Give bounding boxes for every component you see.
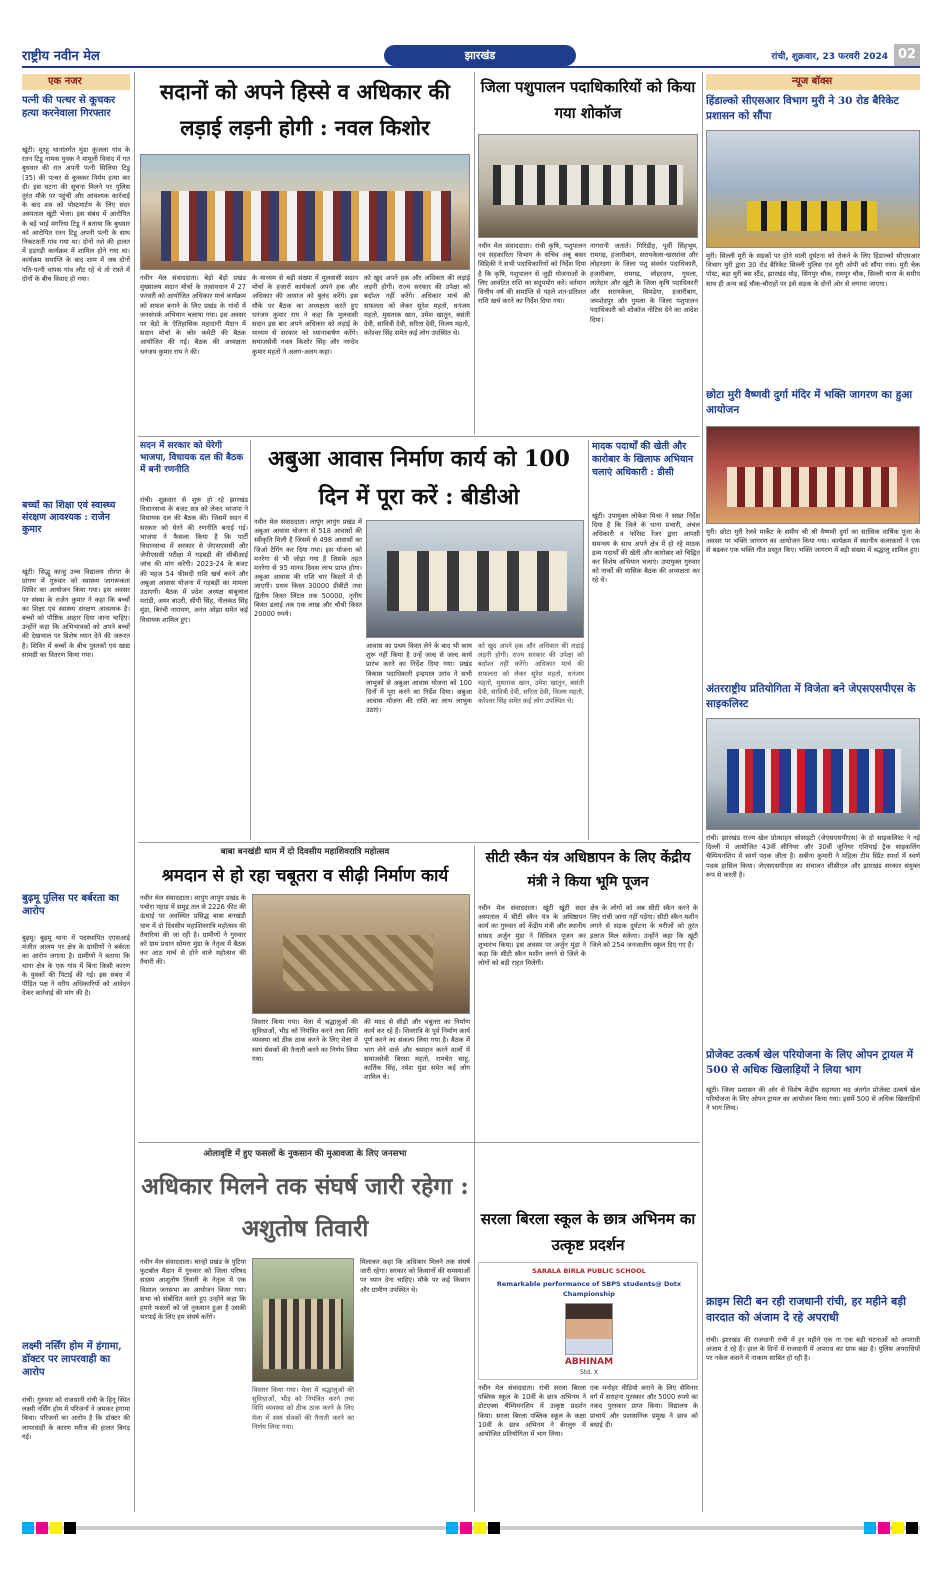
bjp-text: रांची। शुक्रवार से शुरू हो रहे झारखंड विधानसभा के बजट सत्र को लेकर भाजपा ने विधायक दल की बैठक की। जिसमें सदन में सरकार को घेरने की रणनीति बनाई गई। भाजपा ने फैसला किया है कि पार्टी विधानसभा में सरकार से जेएसएससी और जेपीएससी परीक्षा में गड़बड़ी की सीबीआई जांच की मांग करेगी। 2023-24 के बजट की महज 54 फीसदी राशि खर्च करने और अबुआ आवास योजना में गड़बड़ी का मामला उठाएगी। बैठक में प्रदेश अध्यक्ष बाबूलाल मरांडी, अमर बाउरी, सीपी सिंह, नीलकंठ सिंह मुंडा, बिरंची नारायण, अनंत ओझा समेत कई विधायक शामिल हुए।: [140, 496, 248, 624]
masthead: [22, 44, 920, 68]
article-2-col-2: नागरानी जताते। गिरिडीह, पूर्वी सिंहभूम, रामगढ़, हजारीबाग, सरायकेला-खरसांवा और लोहरदगा के जिला पशु संवर्धन पदाधिकारी, हजारीबाग, रामगढ़, लोहरदगा, गुमला, लातेहार और खूंटी के जिला कृषि पदाधिकारी और सरायकेला, सिमडेगा, हजारीबाग, जमशेदपुर और गुमला के जिला पशुपालन पदाधिकारी को शोकॉज नोटिस देने का आदेश दिया।: [590, 242, 698, 324]
section-tag-news-box: न्यूज बॉक्स: [706, 74, 920, 90]
article-4-kicker: बाबा बनखंडी धाम में दो दिवसीय महाशिवरात्रि महोत्सव: [220, 847, 390, 857]
crowd-figures: [263, 1299, 343, 1369]
article-3-headline: अबुआ आवास निर्माण कार्य को 100 दिन में पूरा करें : बीडीओ: [268, 446, 570, 510]
drug-text: खूंटी। उपायुक्त लोकेश मिश्रा ने सख्त निर्देश दिया है कि जिले के थाना प्रभारी, अंचल अधिकारी व फॉरेस्ट रेंजर द्वारा आपसी समन्वय के साथ अपने क्षेत्र में हो रहे मादक द्रव्य पदार्थों की खेती और कारोबार को चिह्नित कर विशेष अभियान चलाएं। उपायुक्त गुरुवार को नार्को की मासिक बैठक की अध्यक्षता कर रहे थे।: [592, 512, 700, 585]
right-text-2: मुरी। छोटा मुरी रेलवे मार्केट के समीप श्री श्री वैष्णवी दुर्गा का सात्विक वार्षिक पूजा के अवसर पर भक्ति जागरण का आयोजन किया गया। कार्यक्रम में स्थानीय कलाकारों ने एक से बढ़कर एक भक्ति गीत प्रस्तुत किए। भक्ति जागरण में बड़ी संख्या में श्रद्धालु शामिल हुए।: [706, 528, 920, 555]
article-3-col-2b: को खुद अपने हक और अधिकार की लड़ाई लड़नी होगी। राज्य सरकार की उपेक्षा को बर्दाश्त नहीं करेंगे। अधिकार मार्च की सफलता को लेकर सुरेश महतो, धनंजय महतो, मुसताक खान, उमेश खातून, बसंती देवी, सावित्री देवी, सरिता देवी, विजय महतो, करेश्वर सिंह समेत कई लोग उपस्थित थे।: [478, 642, 584, 706]
brief-headline-2: बच्चों का शिक्षा एवं स्वास्थ्य संरक्षण आवश्यक : राजेन कुमार: [22, 500, 116, 535]
article-6-headline: अधिकार मिलने तक संघर्ष जारी रहेगा : अशुतोष तिवारी: [141, 1173, 469, 1242]
right-headline-3: अंतरराष्ट्रीय प्रतियोगिता में विजेता बने जेएसएसपीएस के साइकलिस्ट: [706, 683, 916, 710]
article-6-col-2: मिलाकर कहा कि अधिकार मिलने तक संघर्ष जारी रहेगा। सरकार को किसानों की समस्याओं पर ध्यान देना चाहिए। मौके पर कई किसान और ग्रामीण उपस्थित थे।: [360, 1258, 470, 1294]
article-4-col-1: नवीन मेल संवाददाता। लापुंग लापुंग प्रखंड के पचोरा पहाड़ में समुद्र तल से 2226 फीट की ऊंचाई पर अवस्थित प्रसिद्ध बाबा बनखंडी धाम में दो दिवसीय महाशिवरात्रि महोत्सव की तैयारियां की जा रही है। ग्रामीणों ने गुरुवार को ग्राम प्रधान सोमरा मुंडा के नेतृत्व में बैठक कर आठ मार्च से होने वाले महोत्सव की तैयारी की।: [140, 894, 246, 967]
right-headline-4: प्रोजेक्ट उत्कर्ष खेल परियोजना के लिए ओपन ट्रायल में 500 से अधिक खिलाड़ियों ने लिया भाग: [706, 1049, 914, 1076]
meeting-table: [493, 165, 683, 205]
article-1-headline: सदानों को अपने हिस्से व अधिकार की लड़ाई लड़नी होगी : नवल किशोर: [160, 79, 450, 140]
student-photo: [565, 1303, 613, 1355]
article-2-col-1: नवीन मेल संवाददाता। रांची कृषि, पशुपालन एवं सहकारिता विभाग के सचिव अबू बकर सिद्दिकी ने सभी पदाधिकारियों को निर्देश दिया है कि कृषि, पशुपालन से जुड़ी योजनाओं के लिए आवंटित राशि का सदुपयोग करें। वर्तमान वित्तीय वर्ष की समाप्ति से पहले शत-प्रतिशत राशि खर्च करने का निर्देश दिया गया।: [478, 242, 586, 306]
construction-photo: [252, 894, 470, 1014]
article-7-headline: सरला बिरला स्कूल के छात्र अभिनम का उत्कृष्ट प्रदर्शन: [480, 1210, 696, 1254]
article-5-headline: सीटी स्कैन यंत्र अधिष्ठापन के लिए केंद्रीय मंत्री ने किया भूमि पूजन: [485, 850, 691, 890]
brief-headline-4: लक्ष्मी नर्सिंग होम में हंगामा, डॉक्टर पर लापरवाही का आरोप: [22, 1341, 122, 1378]
section-name: झारखंड: [384, 45, 576, 66]
article-4-headline: श्रमदान से हो रहा चबूतरा व सीढ़ी निर्माण कार्य: [161, 866, 449, 886]
right-text-1: मुरी। सिल्ली मुरी के सड़कों पर होने वाली दुर्घटना को रोकने के लिए हिंडाल्को सीएसआर विभाग मुरी द्वारा 30 रोड बैरिकेट सिल्ली पुलिस एवं मुरी ओपी को सौंपा गया। मुरी चेक पोस्ट, बड़ा मुरी बस स्टैंड, झारखंड मोड़, सिंगपुर चौक, रामपुर चौक, सिल्ली थाना के समीप साथ ही अन्य कई चौक-चौराहों पर इसे सड़क के दोनों ओर से लगाया जाएगा।: [706, 252, 920, 288]
meeting-photo: [478, 134, 698, 238]
article-3-col-1: नवीन मेल संवाददाता। लापुंग लापुंग प्रखंड में अबुआ आवास योजना से 518 आवासों की स्वीकृति मिली है जिसमें से 498 आवासों का जिओ टैगिंग कर दिया गया। इस योजना को मनरेगा से भी जोड़ा गया है जिसके तहत मनरेगा से 95 मानव दिवस लाभ प्राप्त होगा। अबुआ आवास की राशि चार किस्तों में दी जाएगी। प्रथम किस्त 30000 डीबीटी तथा द्वितीय किस्त लिंटल तक 50000, तृतीय किस्त ढलाई तक एक लाख और चौथी किस्त 20000 रुपये।: [254, 518, 362, 619]
brief-text-4: रांची। गुरुवार को राजधानी रांची के हिनू स्थित लक्ष्मी नर्सिंग होम में परिजनों ने जमकर हंगामा किया। परिजनों का आरोप है कि डॉक्टर की लापरवाही के कारण मरीज की हालत बिगड़ गई।: [22, 1396, 130, 1441]
crowd-figures: [161, 191, 451, 261]
jagran-photo: [706, 426, 920, 524]
sadan-morcha-photo: [140, 154, 470, 270]
poster-title: Remarkable performance of SBPS students@ Dotx Championship: [496, 1280, 682, 1298]
article-7-col-2: एक मनोहर वीडियो बनाने के लिए सेमिनार वर्ग में सराहना पुरस्कार और 5000 रुपये का नकद पुरस्कार प्राप्त किया। विद्यालय के प्राचार्य और प्रशासनिक प्रमुख ने छात्र को बधाई दी।: [590, 1384, 698, 1429]
article-4-col-2: विस्तार किया गया। मेला में श्रद्धालुओं की सुविधाओं, भीड़ को नियंत्रित करने तथा विधि व्यवस्था को ठीक ठाक करने के लिए मेला में स्वयं सेवकों की तैनाती करने का निर्णय लिया गया।: [252, 1018, 358, 1063]
paper-name: राष्ट्रीय नवीन मेल: [22, 49, 100, 64]
brief-text-1: खूंटी। मुरहू थानांतर्गत मुंडा कूंजला गांव के रतन टिडू नामक युवक ने मामूली विवाद में गत बुधवार की रात अपनी पत्नी सिलिया टिडू (35) की पत्थर से कूचकर निर्मम हत्या कर दी। इस घटना की सूचना मिलने पर पुलिस तुरंत मौके पर पहुंची और आवश्यक कार्रवाई के बाद शव को पोस्टमार्टम के लिए सदर अस्पताल खूंटी भेजा। इस संबंध में आरोपित के बड़े भाई मंगरिया टिडू ने बताया कि बुधवार को आरोपित रतन टिडू अपनी पत्नी के साथ निकटवर्ती गांव गया था। दोनों नशे की हालत में हड़गड़ी कार्यक्रम में शामिल होने गया था। कार्यक्रम समाप्ति के बाद शाम में जब दोनों पति-पत्नी वापस गांव लौट रहे थे तो रास्ते में दोनों के बीच विवाद हो गया।: [22, 146, 130, 283]
article-1-col-3: को खुद अपने हक और अधिकार की लड़ाई लड़नी होगी। राज्य सरकार की उपेक्षा को बर्दाश्त नहीं करेंगे। अधिकार मार्च की सफलता को लेकर सुरेश महतो, धनंजय महतो, मुसताक खान, उमेश खातून, बसंती देवी, सावित्री देवी, सरिता देवी, विजय महतो, करेश्वर सिंह समेत कई लोग उपस्थित थे।: [364, 274, 470, 338]
right-headline-2: छोटा मुरी वैष्णवी दुर्गा मंदिर में भक्ति जागरण का हुआ आयोजन: [706, 389, 913, 416]
devotees: [727, 467, 897, 507]
article-6-kicker: ओलावृष्टि में हुए फसलों के नुकसान की मुआवजा के लिए जनसभा: [203, 1149, 407, 1159]
article-5-col-1: नवीन मेल संवाददाता। खूंटी खूंटी सदर अस्पताल में सीटी स्कैन यंत्र के अधिष्ठापन कार्य का गुरुवार को केंद्रीय मंत्री और स्थानीय सांसद अर्जुन मुंडा ने विधिवत पूजन कर शुभारंभ किया। इस अवसर पर अर्जुन मुंडा ने कहा कि सीटी स्कैन मशीन लगने से जिले के लोगों को बड़ी राहत मिलेगी।: [478, 904, 586, 968]
bjp-headline: सदन में सरकार को घेरेगी भाजपा, विधायक दल की बैठक में बनी रणनीति: [140, 441, 244, 475]
brief-text-2: खूंटी। सिद्धू कान्हु उच्च विद्यालय तोरपा के प्रांगण में गुरुवार को स्वास्थ्य जागरूकता शिविर का आयोजन किया गया। इस अवसर पर संस्था के राजेन कुमार ने कहा कि बच्चों का शिक्षा एवं स्वास्थ्य संरक्षण आवश्यक है। बच्चों को पौष्टिक आहार दिया जाना चाहिए। उन्होंने कहा कि अभिभावकों को अपने बच्चों की देखभाल पर विशेष ध्यान देने की जरूरत है। शिविर में बच्चों के बीच पुस्तकों एवं खाद्य सामग्री का वितरण किया गया।: [22, 568, 130, 659]
print-color-bar: [22, 1522, 920, 1534]
poster-name: ABHINAM: [564, 1357, 614, 1367]
cyclists-group: [727, 749, 901, 813]
brief-headline-1: पत्नी की पत्थर से कूचकर हत्या करनेवाला गिरफ्तार: [22, 95, 116, 119]
right-text-3: रांची। झारखंड राज्य खेल प्रोत्साहन सोसाइटी (जेएसएसपीएस) के दो साइकलिस्ट ने नई दिल्ली में आयोजित 43वीं सीनियर और 30वीं जूनियर एशियाई ट्रैक साइकलिंग चैम्पियनशिप में स्वर्ण पदक जीता है। सबीना कुमारी ने महिला टीम स्प्रिंट स्पर्धा में स्वर्ण पदक हासिल किया। जेएसएसपीएस का संचालन सीसीएल और झारखंड सरकार संयुक्त रूप से करती है।: [706, 834, 920, 879]
office-people: [387, 551, 567, 611]
dateline: रांची, शुक्रवार, 23 फरवरी 2024: [771, 52, 888, 62]
brief-text-3: बुढ़मू। बुढ़मू थाना में पदस्थापित एएसआई मंजीत आलम पर क्षेत्र के ग्रामीणों ने बर्बरता का आरोप लगाया है। ग्रामीणों ने बताया कि थाना क्षेत्र के एक गांव में बिना किसी कारण के युवकों की पिटाई की गई। इस संबंध में पीड़ित पक्ष ने वरीय अधिकारियों को आवेदन देकर कार्रवाई की मांग की है।: [22, 934, 130, 998]
cyclists-photo: [706, 718, 920, 830]
article-6-col-1: नवीन मेल संवाददाता। चान्हो प्रखंड के पुटिया फुटबॉल मैदान में गुरुवार को जिला परिषद सदस्य आशुतोष तिवारी के नेतृत्व में एक विशाल जनसभा का आयोजन किया गया। सभा को संबोधित करते हुए उन्होंने कहा कि हमारे फसलों को जो नुकसान हुआ है उसकी भरपाई के लिए हम संघर्ष करेंगे।: [140, 1258, 246, 1322]
right-text-4: खूंटी। जिला प्रशासन की ओर से विशेष केंद्रीय सहायता मद अंतर्गत प्रोजेक्ट उत्कर्ष खेल परियोजना के लिए ओपन ट्रायल का आयोजन किया गया। इसमें 500 से अधिक खिलाड़ियों ने भाग लिया।: [706, 1086, 920, 1113]
section-tag-ek-nazar: एक नजर: [22, 74, 130, 90]
article-2-headline: जिला पशुपालन पदाधिकारियों को किया गया शोकॉज: [480, 78, 696, 122]
road-barricade: [747, 201, 877, 231]
article-4-col-3: की मदद से सीढ़ी और चबूतरा का निर्माण कार्य कर रहे हैं। शिवरात्रि के पूर्व निर्माण कार्य पूर्ण करने का संकल्प लिया गया है। बैठक में भाग लेने वाले और श्रमदान करने वालों में समाजसेवी बिरसा महतो, रामचेत साहू, कार्तिक सिंह, रमेश मुंडा समेत कई लोग शामिल थे।: [364, 1018, 470, 1082]
page-number: 02: [894, 44, 920, 66]
right-text-5: रांची। झारखंड की राजधानी रांची में हर महीने एक ना एक बड़ी घटनाओं को अपराधी अंजाम दे रहे हैं। हाल के दिनों में राजधानी में अपराध का ग्राफ बढ़ा है। पुलिस अपराधियों पर नकेल कसने में नाकाम साबित हो रही है।: [706, 1336, 920, 1363]
rally-photo: [252, 1258, 354, 1382]
right-headline-1: हिंडाल्को सीएसआर विभाग मुरी ने 30 रोड बैरिकेट प्रशासन को सौंपा: [706, 95, 899, 122]
drug-headline: मादक पदार्थों की खेती और कारोबार के खिलाफ अभियान चलाएं अधिकारी : डीसी: [592, 441, 694, 478]
barricade-photo: [706, 130, 920, 248]
article-7-col-1: नवीन मेल संवाददाता। रांची सरला बिरला पब्लिक स्कूल के 10वीं के छात्र अभिनम ने डोटएक्स चैम्पियनशिप में उत्कृष्ट प्रदर्शन किया। सरला बिरला पब्लिक स्कूल के कक्षा 10वीं के छात्र अभिनम ने बेंगलुरु में आयोजित प्रतियोगिता में भाग लिया।: [478, 1384, 586, 1439]
article-1-col-2: के माध्यम से बड़ी संख्या में मूलवासी सदान मोर्चा के हजारों कार्यकर्ता अपने हक और अधिकार की आवाज को बुलंद करेंगे। इस मौके पर बैठक का अध्यक्षता करते हुए धनंजय कुमार राय ने कहा कि मूलवासी सदान इस बार अपने अधिकार को लड़ाई के माध्यम से सरकार को ध्यानाकर्षण करेंगे। समाजसेवी नवल किशोर सिंह और नरुदेव कुमार महतो ने अलग-अलग कहा।: [252, 274, 358, 356]
article-6-col-2a: विस्तार किया गया। मेला में श्रद्धालुओं की सुविधाओं, भीड़ को नियंत्रित करने तथा विधि व्यवस्था को ठीक ठाक करने के लिए मेला में स्वयं सेवकों की तैनाती करने का निर्णय लिया गया।: [252, 1386, 354, 1431]
bdo-meeting-photo: [366, 520, 584, 638]
poster-std: Std. X: [580, 1369, 598, 1376]
right-headline-5: क्राइम सिटी बन रही राजधानी रांची, हर महीने बड़ी वारदात को अंजाम दे रहे अपराधी: [706, 1295, 906, 1324]
school-poster: [478, 1262, 698, 1380]
article-1-col-1: नवीन मेल संवाददाता। बेड़ो बेड़ो प्रखंड मुख्यालय सदान मोर्चा के तत्वावधान में 27 फरवरी को आयोजित अधिकार मार्च कार्यक्रम को सफल बनाने के लिए प्रखंड के गांवों में जनसंपर्क अभियान चलाया गया। इस अवसर पर बेड़ो के ऐतिहासिक महादानी मैदान में सदान मोर्चा के कोर कमेटी की बैठक आयोजित की गई। बैठक की अध्यक्षता धनंजय कुमार राय ने की।: [140, 274, 246, 356]
article-5-col-2: क्षेत्र के लोगों को अब सीटी स्कैन करने के लिए रांची जाना नहीं पड़ेगा। सीटी स्कैन मशीन लगने से सड़क दुर्घटना के मरीजों को तुरंत इलाज मिल सकेगा। उन्होंने कहा कि खूंटी जिले को 254 जनजातीय स्कूल दिए गए हैं।: [590, 904, 698, 949]
article-3-col-2: आवास का प्रथम किस्त लेने के बाद भी काम शुरू नहीं किया है उन्हें जल्द से जल्द कार्य प्रारंभ करने का निर्देश दिया गया। प्रखंड विकास पदाधिकारी इन्द्रपाल उरांव ने सभी लाभुकों से अबुआ आवास योजना को 100 दिनों में पूरा करने का निर्देश दिया। अबुआ आवास योजना की राशि का लाभ लाभुक उठाएं।: [366, 642, 472, 715]
poster-school: SARALA BIRLA PUBLIC SCHOOL: [532, 1267, 646, 1275]
brief-headline-3: बुढ़मू पुलिस पर बर्बरता का आरोप: [22, 893, 119, 917]
stairs-construction: [283, 935, 433, 991]
